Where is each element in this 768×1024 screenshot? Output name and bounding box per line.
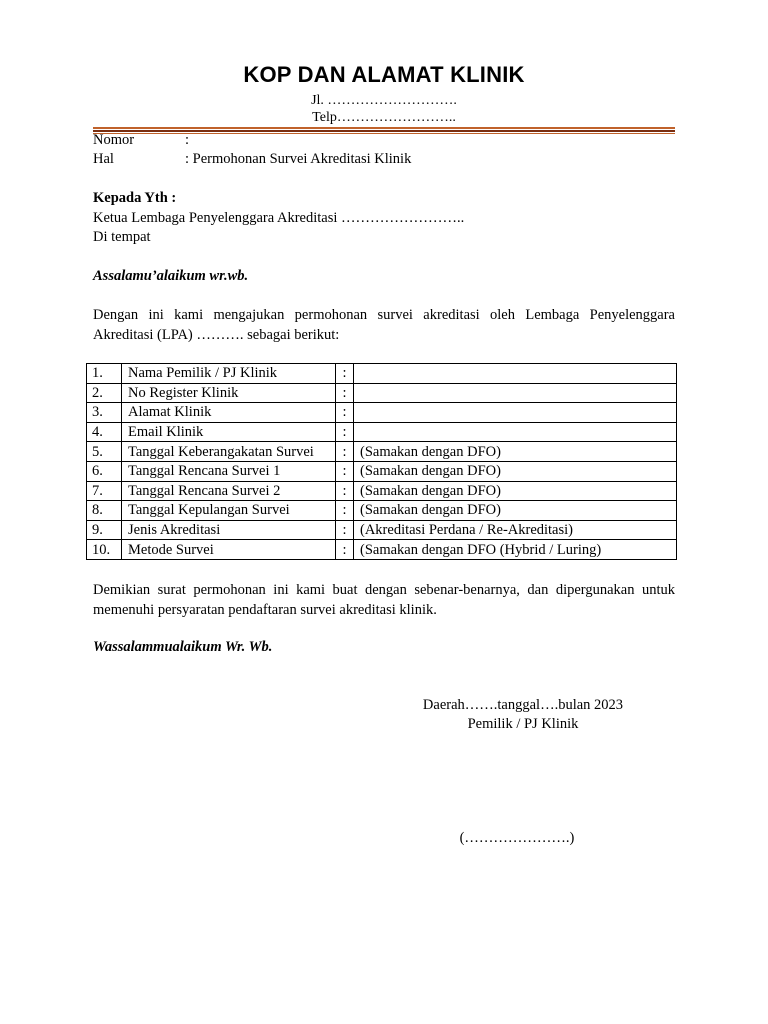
addressee-heading: Kepada Yth : <box>93 190 177 206</box>
row-colon: : <box>336 403 354 423</box>
table-row <box>87 501 677 521</box>
nomor-separator: : <box>185 132 190 148</box>
signature-name-placeholder: (………………….) <box>459 830 575 846</box>
letterhead-divider <box>93 127 675 134</box>
row-value <box>354 403 677 423</box>
row-number: 4. <box>87 422 122 442</box>
row-value: (Samakan dengan DFO) <box>354 481 677 501</box>
row-number: 6. <box>87 461 122 481</box>
row-label: Tanggal Rencana Survei 1 <box>122 461 336 481</box>
row-value: (Samakan dengan DFO (Hybrid / Luring) <box>354 540 677 560</box>
divider-line-bottom <box>93 133 675 134</box>
row-value <box>354 383 677 403</box>
row-colon: : <box>336 461 354 481</box>
row-value: (Samakan dengan DFO) <box>354 501 677 521</box>
row-number: 10. <box>87 540 122 560</box>
row-value <box>354 364 677 384</box>
greeting: Assalamu’alaikum wr.wb. <box>93 268 249 284</box>
hal-value: : Permohonan Survei Akreditasi Klinik <box>185 151 412 167</box>
row-number: 8. <box>87 501 122 521</box>
row-label: Tanggal Kepulangan Survei <box>122 501 336 521</box>
row-value <box>354 422 677 442</box>
signature-place-date: Daerah…….tanggal….bulan 2023 <box>422 697 624 713</box>
letterhead-phone: Telp…………………….. <box>312 110 456 125</box>
table-row <box>87 481 677 501</box>
table-row <box>87 540 677 560</box>
row-value: (Akreditasi Perdana / Re-Akreditasi) <box>354 520 677 540</box>
row-colon: : <box>336 442 354 462</box>
row-label: Alamat Klinik <box>122 403 336 423</box>
table-row <box>87 520 677 540</box>
row-label: Email Klinik <box>122 422 336 442</box>
row-number: 2. <box>87 383 122 403</box>
row-number: 7. <box>87 481 122 501</box>
table-row <box>87 442 677 462</box>
row-label: Metode Survei <box>122 540 336 560</box>
row-colon: : <box>336 364 354 384</box>
row-colon: : <box>336 520 354 540</box>
table-row <box>87 364 677 384</box>
row-value: (Samakan dengan DFO) <box>354 461 677 481</box>
nomor-label: Nomor <box>93 132 135 148</box>
letterhead-address: Jl. ………………………. <box>311 93 457 108</box>
row-number: 3. <box>87 403 122 423</box>
survey-request-table <box>86 363 677 560</box>
closing-paragraph: Demikian surat permohonan ini kami buat dengan sebenar-benarnya, dan dipergunakan untuk memenuhi persyaratan pendaftaran survei akreditasi klinik. <box>93 582 675 618</box>
row-label: Nama Pemilik / PJ Klinik <box>122 364 336 384</box>
signature-role: Pemilik / PJ Klinik <box>467 716 579 732</box>
intro-paragraph: Dengan ini kami mengajukan permohonan survei akreditasi oleh Lembaga Penyelenggara Akreditasi (LPA) ………. sebagai berikut: <box>93 307 675 343</box>
row-label: Tanggal Keberangakatan Survei <box>122 442 336 462</box>
row-label: Tanggal Rencana Survei 2 <box>122 481 336 501</box>
row-colon: : <box>336 383 354 403</box>
addressee-line-2: Di tempat <box>93 229 151 245</box>
row-label: Jenis Akreditasi <box>122 520 336 540</box>
row-number: 9. <box>87 520 122 540</box>
table-row <box>87 461 677 481</box>
farewell: Wassalammualaikum Wr. Wb. <box>93 639 273 655</box>
addressee-line-1: Ketua Lembaga Penyelenggara Akreditasi …………………….. <box>93 210 465 226</box>
table-row <box>87 422 677 442</box>
divider-line-middle <box>93 130 675 132</box>
row-colon: : <box>336 501 354 521</box>
row-colon: : <box>336 481 354 501</box>
row-value: (Samakan dengan DFO) <box>354 442 677 462</box>
survey-request-table-body <box>87 364 677 560</box>
row-number: 1. <box>87 364 122 384</box>
table-row <box>87 403 677 423</box>
hal-label: Hal <box>93 151 114 167</box>
divider-line-top <box>93 127 675 129</box>
row-number: 5. <box>87 442 122 462</box>
row-label: No Register Klinik <box>122 383 336 403</box>
row-colon: : <box>336 540 354 560</box>
letterhead-title: KOP DAN ALAMAT KLINIK <box>243 62 525 87</box>
table-row <box>87 383 677 403</box>
row-colon: : <box>336 422 354 442</box>
